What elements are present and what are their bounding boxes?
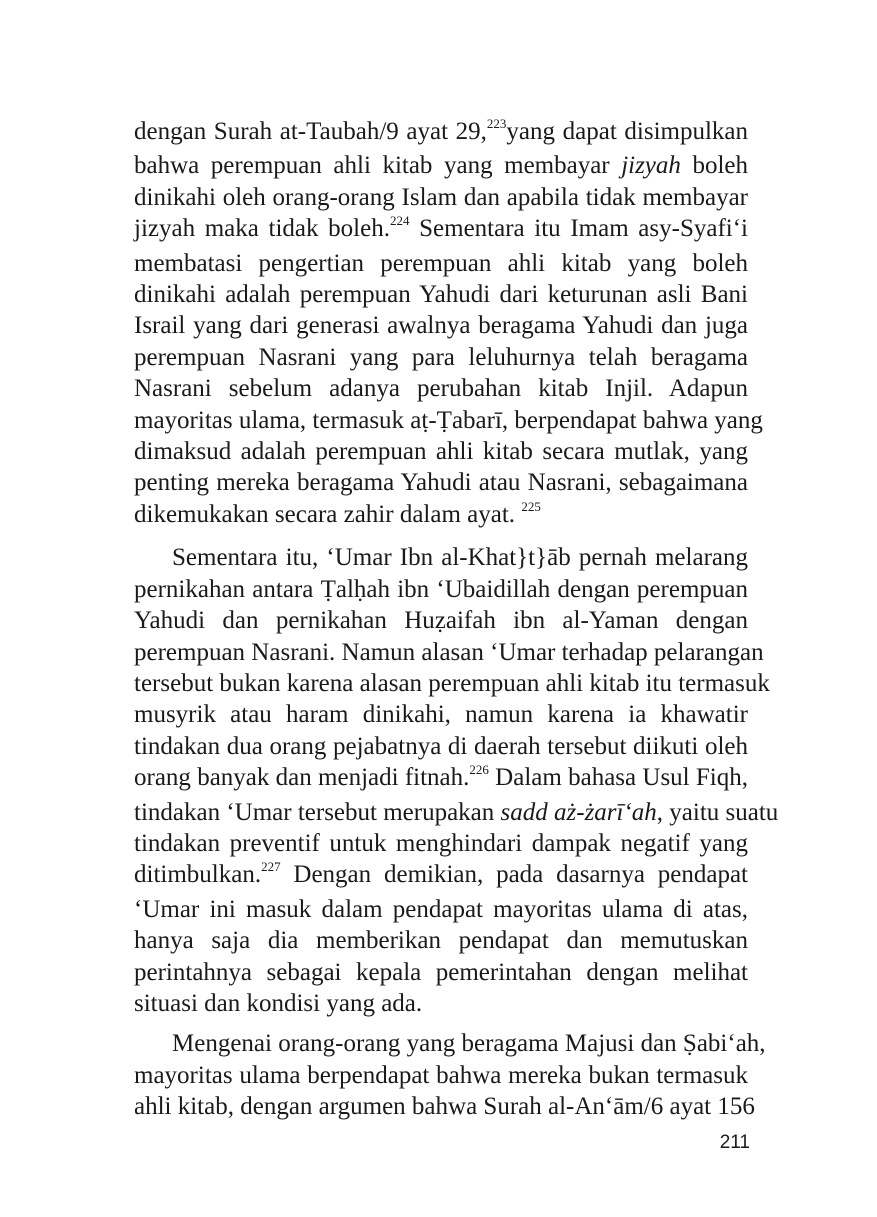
text-line: ahli kitab, dengan argumen bahwa Surah al-An‘ām/6 ayat 156	[134, 1093, 755, 1121]
paragraph-1	[134, 116, 763, 533]
text-span: Sementara itu Imam asy-Syafi‘i	[409, 215, 748, 243]
text-line	[134, 213, 748, 247]
text-line: musyrik atau haram dinikahi, namun karena ia khawatir	[134, 701, 748, 729]
text-span: Dengan demikian, pada dasarnya pendapat	[280, 861, 748, 889]
text-line: perempuan Nasrani. Namun alasan ‘Umar terhadap pelarangan	[134, 638, 764, 666]
text-line: dinikahi adalah perempuan Yahudi dari keturunan asli Bani	[134, 281, 748, 309]
text-line: ‘Umar ini masuk dalam pendapat mayoritas ulama di atas,	[134, 895, 748, 923]
text-line	[134, 150, 748, 181]
italic-term: sadd aż-żarī‘ah	[500, 798, 657, 826]
text-line: situasi dan kondisi yang ada.	[134, 989, 423, 1017]
page-number: 211	[719, 1132, 750, 1153]
footnote-ref-223[interactable]: 223	[486, 116, 507, 131]
text-line: mayoritas ulama berpendapat bahwa mereka bukan termasuk	[134, 1061, 748, 1089]
text-line: Mengenai orang-orang yang beragama Majusi dan Ṣabi‘ah,	[172, 1030, 766, 1058]
paragraph-gap	[134, 1019, 748, 1028]
text-line: perintahnya sebagai kepala pemerintahan dengan melihat	[134, 958, 748, 986]
text-line	[134, 499, 748, 533]
text-line	[134, 859, 748, 893]
text-span: orang banyak dan menjadi fitnah.	[134, 764, 470, 792]
text-line	[134, 116, 748, 150]
text-line: tersebut bukan karena alasan perempuan ahli kitab itu termasuk	[134, 669, 770, 697]
text-line: Nasrani sebelum adanya perubahan kitab Injil. Adapun	[134, 375, 748, 403]
text-line: penting mereka beragama Yahudi atau Nasrani, sebagaimana	[134, 469, 748, 497]
text-line: mayoritas ulama, termasuk aṭ-Ṭabarī, berpendapat bahwa yang	[134, 406, 763, 434]
text-line: hanya saja dia memberikan pendapat dan memutuskan	[134, 927, 748, 955]
text-span: bahwa perempuan ahli kitab yang membayar	[134, 152, 622, 180]
text-span: tindakan ‘Umar tersebut merupakan	[134, 798, 501, 826]
text-span: Dalam bahasa Usul Fiqh,	[488, 764, 748, 792]
text-line: Yahudi dan pernikahan Huẓaifah ibn al-Yaman dengan	[134, 607, 748, 635]
text-span: dikemukakan secara zahir dalam ayat.	[134, 500, 522, 528]
text-line	[134, 762, 748, 796]
text-span: ditimbulkan.	[134, 861, 262, 889]
text-line: tindakan preventif untuk menghindari dampak negatif yang	[134, 829, 748, 857]
footnote-ref-226[interactable]: 226	[469, 762, 489, 778]
text-span: dengan Surah at-Taubah/9 ayat 29,	[134, 118, 487, 145]
page-body	[134, 116, 779, 1123]
italic-term: jizyah	[621, 152, 681, 180]
paragraph-2	[134, 542, 779, 1019]
text-span: jizyah maka tidak boleh.	[134, 215, 390, 243]
paragraph-gap	[134, 533, 748, 542]
text-line: tindakan dua orang pejabatnya di daerah tersebut diikuti oleh	[134, 732, 748, 760]
text-line	[134, 797, 779, 828]
text-line: pernikahan antara Ṭalḥah ibn ‘Ubaidillah dengan perempuan	[134, 575, 748, 603]
footnote-ref-224[interactable]: 224	[389, 213, 410, 229]
text-line: perempuan Nasrani yang para leluhurnya telah beragama	[134, 343, 748, 371]
text-line: Sementara itu, ‘Umar Ibn al-Khat}t}āb pernah melarang	[172, 544, 748, 572]
footnote-ref-225[interactable]: 225	[521, 498, 541, 514]
text-line: dinikahi oleh orang-orang Islam dan apabila tidak membayar	[134, 183, 748, 211]
text-line: dimaksud adalah perempuan ahli kitab secara mutlak, yang	[134, 438, 748, 466]
text-span: , yaitu suatu	[656, 798, 779, 826]
text-line: membatasi pengertian perempuan ahli kitab yang boleh	[134, 249, 748, 277]
paragraph-3	[134, 1028, 766, 1122]
text-span: boleh	[680, 152, 748, 180]
text-span: yang dapat disimpulkan	[506, 118, 749, 145]
footnote-ref-227[interactable]: 227	[261, 859, 281, 875]
text-line: Israil yang dari generasi awalnya beragama Yahudi dan juga	[134, 312, 748, 340]
